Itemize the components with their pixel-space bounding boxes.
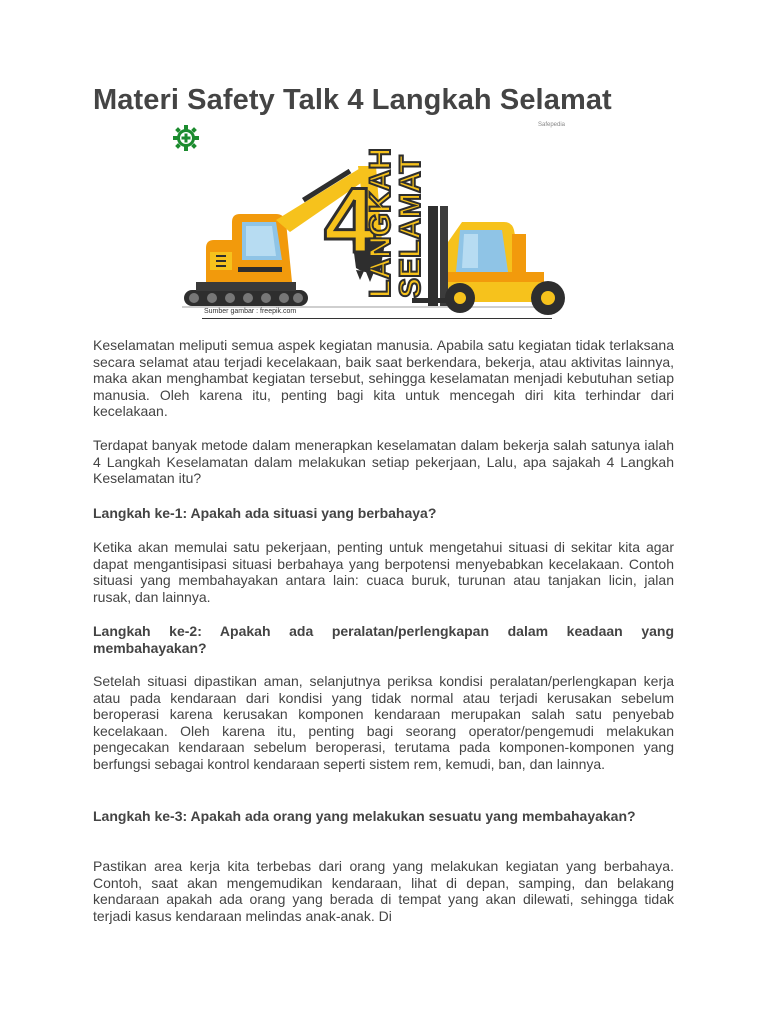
paragraph-intro: Keselamatan meliputi semua aspek kegiatan manusia. Apabila satu kegiatan tidak terlaksana secara selamat atau terjadi kecelakaan, baik saat berkendara, bekerja, atau aktivitas lainnya, maka akan menghambat kegiatan tersebut, sehingga keselamatan menjadi kebutuhan setiap manusia. Oleh karena itu, penting bagi kita untuk mencegah diri kita terhindar dari kecelakaan. <box>93 337 674 419</box>
image-credit: Sumber gambar : freepik.com <box>204 308 297 315</box>
excavator-forklift-illustration <box>172 122 570 320</box>
poster-word-langkah: LANGKAH <box>364 148 397 298</box>
poster-word-selamat: SELAMAT <box>394 155 427 298</box>
image-watermark: Safepedia <box>538 122 566 128</box>
poster-number: 4 <box>324 170 376 272</box>
heading-langkah-2: Langkah ke-2: Apakah ada peralatan/perlengkapan dalam keadaan yang membahayakan? <box>93 623 674 656</box>
heading-langkah-1: Langkah ke-1: Apakah ada situasi yang berbahaya? <box>93 505 437 521</box>
page-title: Materi Safety Talk 4 Langkah Selamat <box>93 84 612 116</box>
heading-langkah-3: Langkah ke-3: Apakah ada orang yang melakukan sesuatu yang membahayakan? <box>93 808 636 824</box>
paragraph-langkah-1: Ketika akan memulai satu pekerjaan, penting untuk mengetahui situasi di sekitar kita agar dapat mengantisipasi situasi berbahaya yang berpotensi menyebabkan kecelakaan. Contoh situasi yang membahayakan antara lain: cuaca buruk, turunan atau tanjakan licin, jalan rusak, dan lainnya. <box>93 539 674 605</box>
paragraph-langkah-2: Setelah situasi dipastikan aman, selanjutnya periksa kondisi peralatan/perlengkapan kerja atau pada kendaraan dari kondisi yang tidak normal atau terjadi kerusakan sebelum beroperasi karena kerusakan komponen kendaraan merupakan salah satu penyebab kecelakaan. Oleh karena itu, penting bagi seorang operator/pengemudi melakukan pengecakan kendaraan sebelum beroperasi, terutama pada komponen-komponen yang berfungsi sebagai kontrol kendaraan seperti sistem rem, kemudi, ban, dan lainnya. <box>93 673 674 772</box>
gear-cross-icon <box>173 125 199 151</box>
illustration-4-langkah-selamat <box>172 122 570 320</box>
paragraph-methods: Terdapat banyak metode dalam menerapkan keselamatan dalam bekerja salah satunya ialah 4 Langkah Keselamatan dalam melakukan setiap pekerjaan, Lalu, apa sajakah 4 Langkah Keselamatan itu? <box>93 437 674 486</box>
paragraph-langkah-3: Pastikan area kerja kita terbebas dari orang yang melakukan kegiatan yang berbahaya. Contoh, saat akan mengemudikan kendaraan, lihat di depan, samping, dan belakang kendaraan apakah ada orang yang berada di tempat yang akan dilewati, sehingga tidak terjadi kasus kendaraan melindas anak-anak. Di <box>93 858 674 924</box>
